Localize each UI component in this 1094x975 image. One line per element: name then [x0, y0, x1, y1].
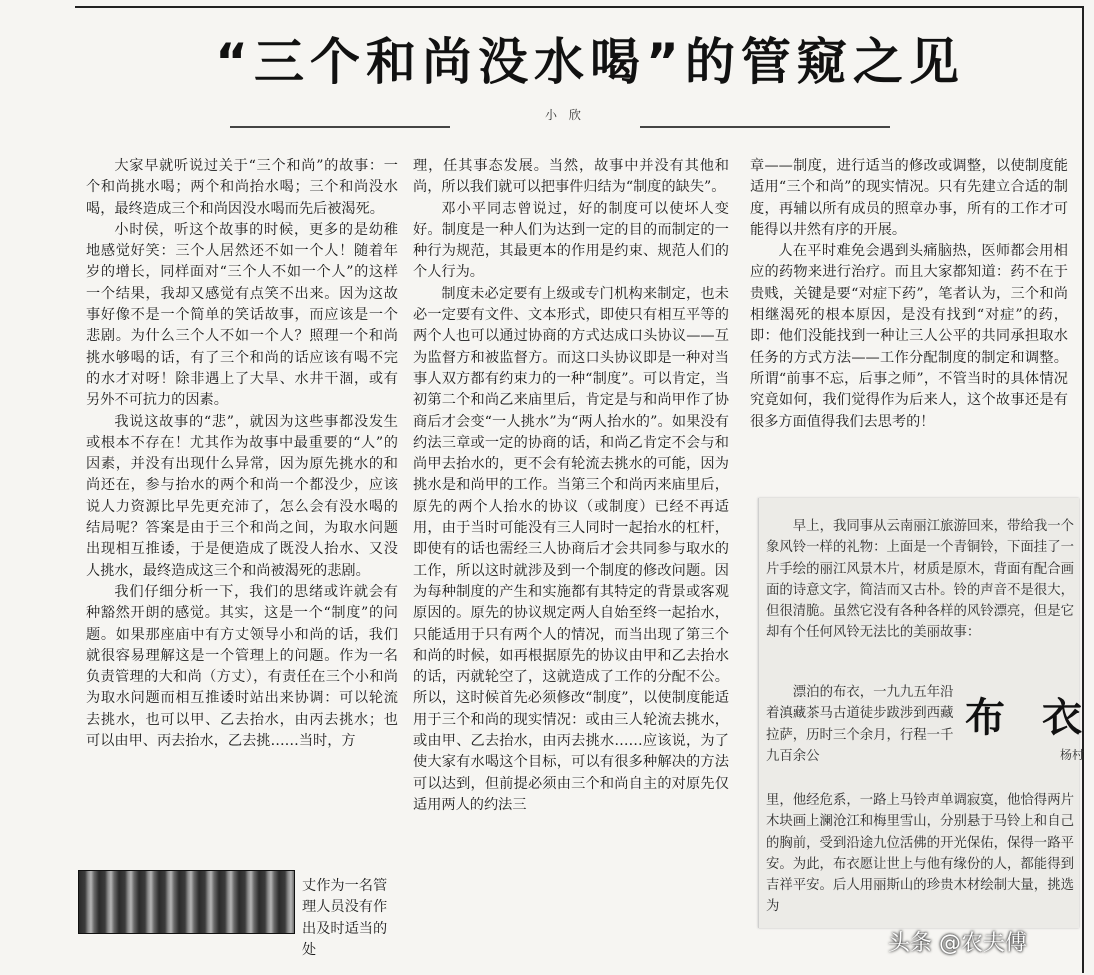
col3-paragraph: 章——制度，进行适当的修改或调整，以使制度能适用“三个和尚”的现实情况。只有先建立合适的制度，再辅以所有成员的照章办事，所有的工作才可能得以井然有序的开展。 [750, 158, 1068, 238]
clipping-intro-text: 早上，我同事从云南丽江旅游回来，带给我一个象风铃一样的礼物：上面是一个青铜铃，下面挂了一片手绘的丽江风景木片，材质是原木，背面有配合画面的诗意文字，简洁而又古朴。铃的声音不是很大，但很清脆。虽然它没有各种各样的风铃漂亮，但是它却有个任何风铃无法比的美丽故事： [766, 519, 1074, 641]
article-title: “三个和尚没水喝”的管窥之见 [215, 33, 965, 91]
title-rule-left [230, 126, 450, 128]
article-author: 小 欣 [545, 108, 585, 122]
clipping-headline-char: 布 [965, 695, 1005, 741]
col2-paragraph: 邓小平同志曾说过，好的制度可以使坏人变好。制度是一种人们为达到一定的目的而制定的一种行为规范，其最更本的作用是约束、规范人们的个人行为。 [413, 200, 729, 281]
col2-paragraph: 理，任其事态发展。当然，故事中并没有其他和尚，所以我们就可以把事件归结为“制度的缺失”。 [413, 158, 729, 196]
blurred-photo [78, 870, 295, 934]
col3-paragraph: 人在平时难免会遇到头痛脑热，医师都会用相应的药物来进行治疗。而且大家都知道：药不在于贵贱，关键是要“对症下药”，笔者认为，三个和尚相继渴死的根本原因，是没有找到“对症”的药，即：他们没能找到一种让三人公平的共同承担取水任务的方式方法——工作分配制度的制定和调整。所谓“前事不忘，后事之师”，不管当时的具体情况究竟如何，我们觉得作为后来人，这个故事还是有很多方面值得我们去思考的！ [750, 243, 1068, 430]
col1-paragraph: 大家早就听说过关于“三个和尚”的故事：一个和尚挑水喝；两个和尚抬水喝；三个和尚没水喝，最终造成三个和尚因没水喝而先后被渴死。 [86, 158, 398, 217]
clipping-story-bottom: 里，他经危系，一路上马铃声单调寂寞，他恰得两片木块画上澜沧江和梅里雪山，分别悬于马铃上和自己的胸前，受到沿途九位活佛的开光保佑，保得一路平安。为此，布衣愿让世上与他有缘份的人，都能得到吉祥平安。后人用丽斯山的珍贵木材绘制大量，挑选为 [766, 793, 1074, 915]
col1-paragraph: 小时侯，听这个故事的时候，更多的是幼稚地感觉好笑：三个人居然还不如一个人！随着年岁的增长，同样面对“三个人不如一个人”的这样一个结果，我却又感觉有点笑不出来。因为这故事好像不是一个简单的笑话故事，而应该是一个悲剧。为什么三个人不如一个人？照理一个和尚挑水够喝的话，有了三个和尚的话应该有喝不完的水才对呀！除非遇上了大旱、水井干涸，或有另外不可抗力的因素。 [86, 221, 398, 409]
column-3 [750, 156, 1068, 433]
clipping-headline-char: 衣 [1042, 695, 1082, 741]
col1-paragraph: 我说这故事的“悲”，就因为这些事都没发生或根本不存在！尤其作为故事中最重要的“人”的因素，并没有出现什么异常，因为原先挑水的和尚还在，参与抬水的两个和尚一个都没少，应该说人力资源比早先更充沛了，怎么会有没水喝的结局呢？答案是由于三个和尚之间，为取水问题出现相互推诿，于是便造成了既没人抬水、又没人挑水，最终造成这三个和尚被渴死的悲剧。 [86, 413, 398, 579]
clipping-byline: 杨村 [1060, 748, 1085, 762]
column-2 [413, 156, 729, 816]
platform-watermark: 头条 @农夫傅 [888, 931, 1027, 956]
col2-paragraph: 制度未必定要有上级或专门机构来制定，也未必一定要有文件、文本形式，即使只有相互平等的两个人也可以通过协商的方式达成口头协议——互为监督方和被监督方。而这口头协议即是一种对当事人双方都有约束力的一种“制度”。可以肯定，当初第二个和尚乙来庙里后，肯定是与和尚甲作了协商后才会变“一人挑水”为“两人抬水的”。如果没有约法三章或一定的协商的话，和尚乙肯定不会与和尚甲去抬水的，更不会有轮流去挑水的可能，因为挑水是和尚甲的工作。当第三个和尚丙来庙里后，原先的两个人抬水的协议（或制度）已经不再适用，由于当时可能没有三人同时一起抬水的杠杆，即使有的话也需经三人协商后才会共同参与取水的工作，所以这时就涉及到一个制度的修改问题。因为每种制度的产生和实施都有其特定的背景或客观原因的。原先的协议规定两人自始至终一起抬水，只能适用于只有两个人的情况，而当出现了第三个和尚的时候，如再根据原先的协议由甲和乙去抬水的话，丙就轮空了，这就造成了工作的分配不公。所以，这时候首先必须修改“制度”，以使制度能适用于三个和尚的现实情况：或由三人轮流去挑水，或由甲、乙去抬水，由丙去挑水……应该说，为了使大家有水喝这个目标，可以有很多种解决的方法可以达到，但前提必须由三个和尚自主的对原先仅适用两人的约法三 [413, 285, 729, 813]
column-1 [86, 156, 398, 752]
clipping-intro [766, 516, 1078, 644]
col1-paragraph: 我们仔细分析一下，我们的思绪或许就会有种豁然开朗的感觉。其实，这是一个“制度”的问题。如果那座庙中有方丈领导小和尚的话，我们就很容易理解这是一个管理上的问题。作为一名负责管理的大和尚（方丈），有责任在三个小和尚为取水问题而相互推诿时站出来协调：可以轮流去挑水，也可以甲、乙去抬水，由丙去挑水；也可以由甲、丙去抬水，乙去挑……当时，方 [86, 583, 398, 750]
col1-tail-text: 丈作为一名管理人员没有作出及时适当的处 [302, 878, 388, 958]
clipping-story-left: 漂泊的布衣，一九九五年沿着滇藏茶马古道徒步跋涉到西藏拉萨，历时三个余月，行程一千九百余公 [766, 685, 954, 764]
title-rule-right [640, 126, 890, 128]
